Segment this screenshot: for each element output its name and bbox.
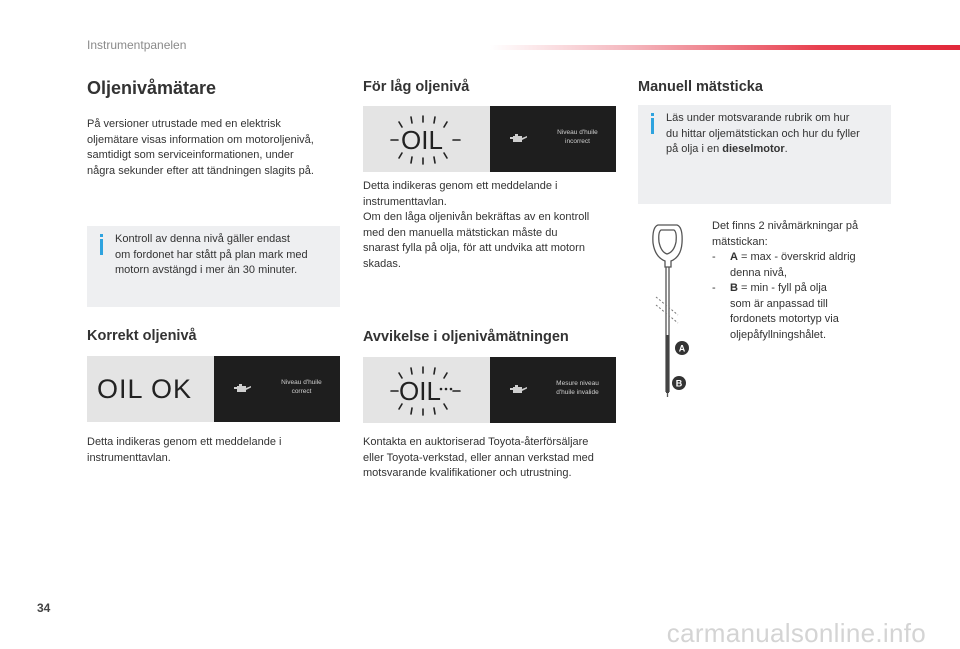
oil-gauge-intro [87,117,347,179]
section-header: Instrumentpanelen [87,38,187,52]
text-line: fordonets motortyp via [730,313,839,325]
text-line: instrumenttavlan. [363,195,447,208]
text-line: som är anpassad till [730,297,828,310]
text-line: några sekunder efter att tändningen slagits på. [87,164,314,177]
oil-ok-text: OIL OK [97,374,193,404]
display-left [363,357,490,423]
text-line: motorn avstängd i mer än 30 minuter. [115,264,298,276]
display-left [87,356,214,422]
dipstick-label-b: B [675,378,683,389]
text-line: Om den låga oljenivån bekräftas av en kontroll [363,211,590,223]
display-message [540,128,615,146]
text-line: Kontakta en auktoriserad Toyota-återförsäljare [363,436,589,448]
list-dash: - [712,251,716,263]
text-line: skadas. [363,257,401,270]
dipstick-marks-text [712,219,892,343]
text-line: motsvarande kvalifikationer och utrustning. [363,467,572,479]
title-oil-gauge: Oljenivåmätare [87,78,217,98]
dipstick-illustration [638,217,698,402]
text-line: oljepåfyllningshålet. [730,328,827,341]
text-fragment: på olja i en [666,143,723,155]
info-box-level-check [87,226,340,307]
text-fragment: = min - fyll på olja [737,282,827,294]
display-message [264,378,339,396]
text-line: Mesure niveau [556,380,599,387]
display-left [363,106,490,172]
mark-b-line [712,281,892,297]
text-line: instrumenttavlan. [87,451,171,464]
text-line [666,142,860,158]
info-text [666,111,860,158]
title-manual-dipstick: Manuell mätsticka [638,79,763,95]
text-line: mätstickan: [712,235,768,248]
text-line: med den manuella mätstickan måste du [363,226,558,239]
page-number: 34 [37,601,51,615]
oil-text: OIL [401,125,443,155]
mark-a-line [712,250,892,266]
text-line: d'huile invalide [556,389,599,396]
text-line: Detta indikeras genom ett meddelande i [363,180,558,192]
watermark: carmanualsonline.info [666,618,926,648]
title-correct-oil-level: Korrekt oljenivå [87,328,197,344]
mark-letter: B [730,282,738,294]
correct-level-text [87,435,347,466]
info-icon [646,113,658,134]
text-line: correct [291,388,312,395]
display-right [214,356,340,422]
display-oil-ok [87,356,340,422]
fault-text [363,435,625,482]
list-dash: - [712,282,716,294]
text-line: samtidigt som serviceinformationen, under [87,149,294,161]
text-line: Läs under motsvarande rubrik om hur [666,112,850,124]
title-measurement-fault: Avvikelse i oljenivåmätningen [363,329,569,345]
bold-term: dieselmotor [722,143,785,155]
text-line: incorrect [565,138,590,145]
low-level-text [363,179,625,272]
display-oil-low [363,106,616,172]
title-low-oil-level: För låg oljenivå [363,79,470,95]
info-box-dipstick [638,105,891,204]
text-line: Det finns 2 nivåmärkningar på [712,220,859,232]
text-line: Detta indikeras genom ett meddelande i [87,436,282,448]
oil-can-icon [510,383,528,395]
dipstick-label-a: A [678,343,686,354]
text-line: denna nivå, [730,266,787,279]
info-text [115,232,308,279]
oil-can-icon [234,382,252,394]
text-line: eller Toyota-verkstad, eller annan verkstad med [363,451,594,464]
header-accent-bar [490,45,960,50]
oil-warning-icon [389,114,469,166]
text-line: om fordonet har stått på plan mark med [115,248,308,261]
text-fragment: . [784,143,788,155]
text-line: Niveau d'huile [281,379,322,386]
display-right [490,106,616,172]
oil-warning-icon [389,365,469,417]
text-line: snarast fylla på olja, för att undvika att motorn [363,242,585,254]
text-line: Kontroll av denna nivå gäller endast [115,233,290,245]
display-oil-invalid [363,357,616,423]
text-line: du hittar oljemätstickan och hur du fyller [666,127,860,140]
text-line: oljemätare visas information om motoroljenivå, [87,133,314,146]
display-right [490,357,616,423]
oil-can-icon [510,132,528,144]
info-icon [95,234,107,255]
text-fragment: = max - överskrid aldrig [737,251,856,263]
text-line: På versioner utrustade med en elektrisk [87,118,281,130]
text-line: Niveau d'huile [557,129,598,136]
mark-letter: A [730,251,738,263]
display-message [540,379,615,397]
oil-text: OIL [399,376,441,406]
